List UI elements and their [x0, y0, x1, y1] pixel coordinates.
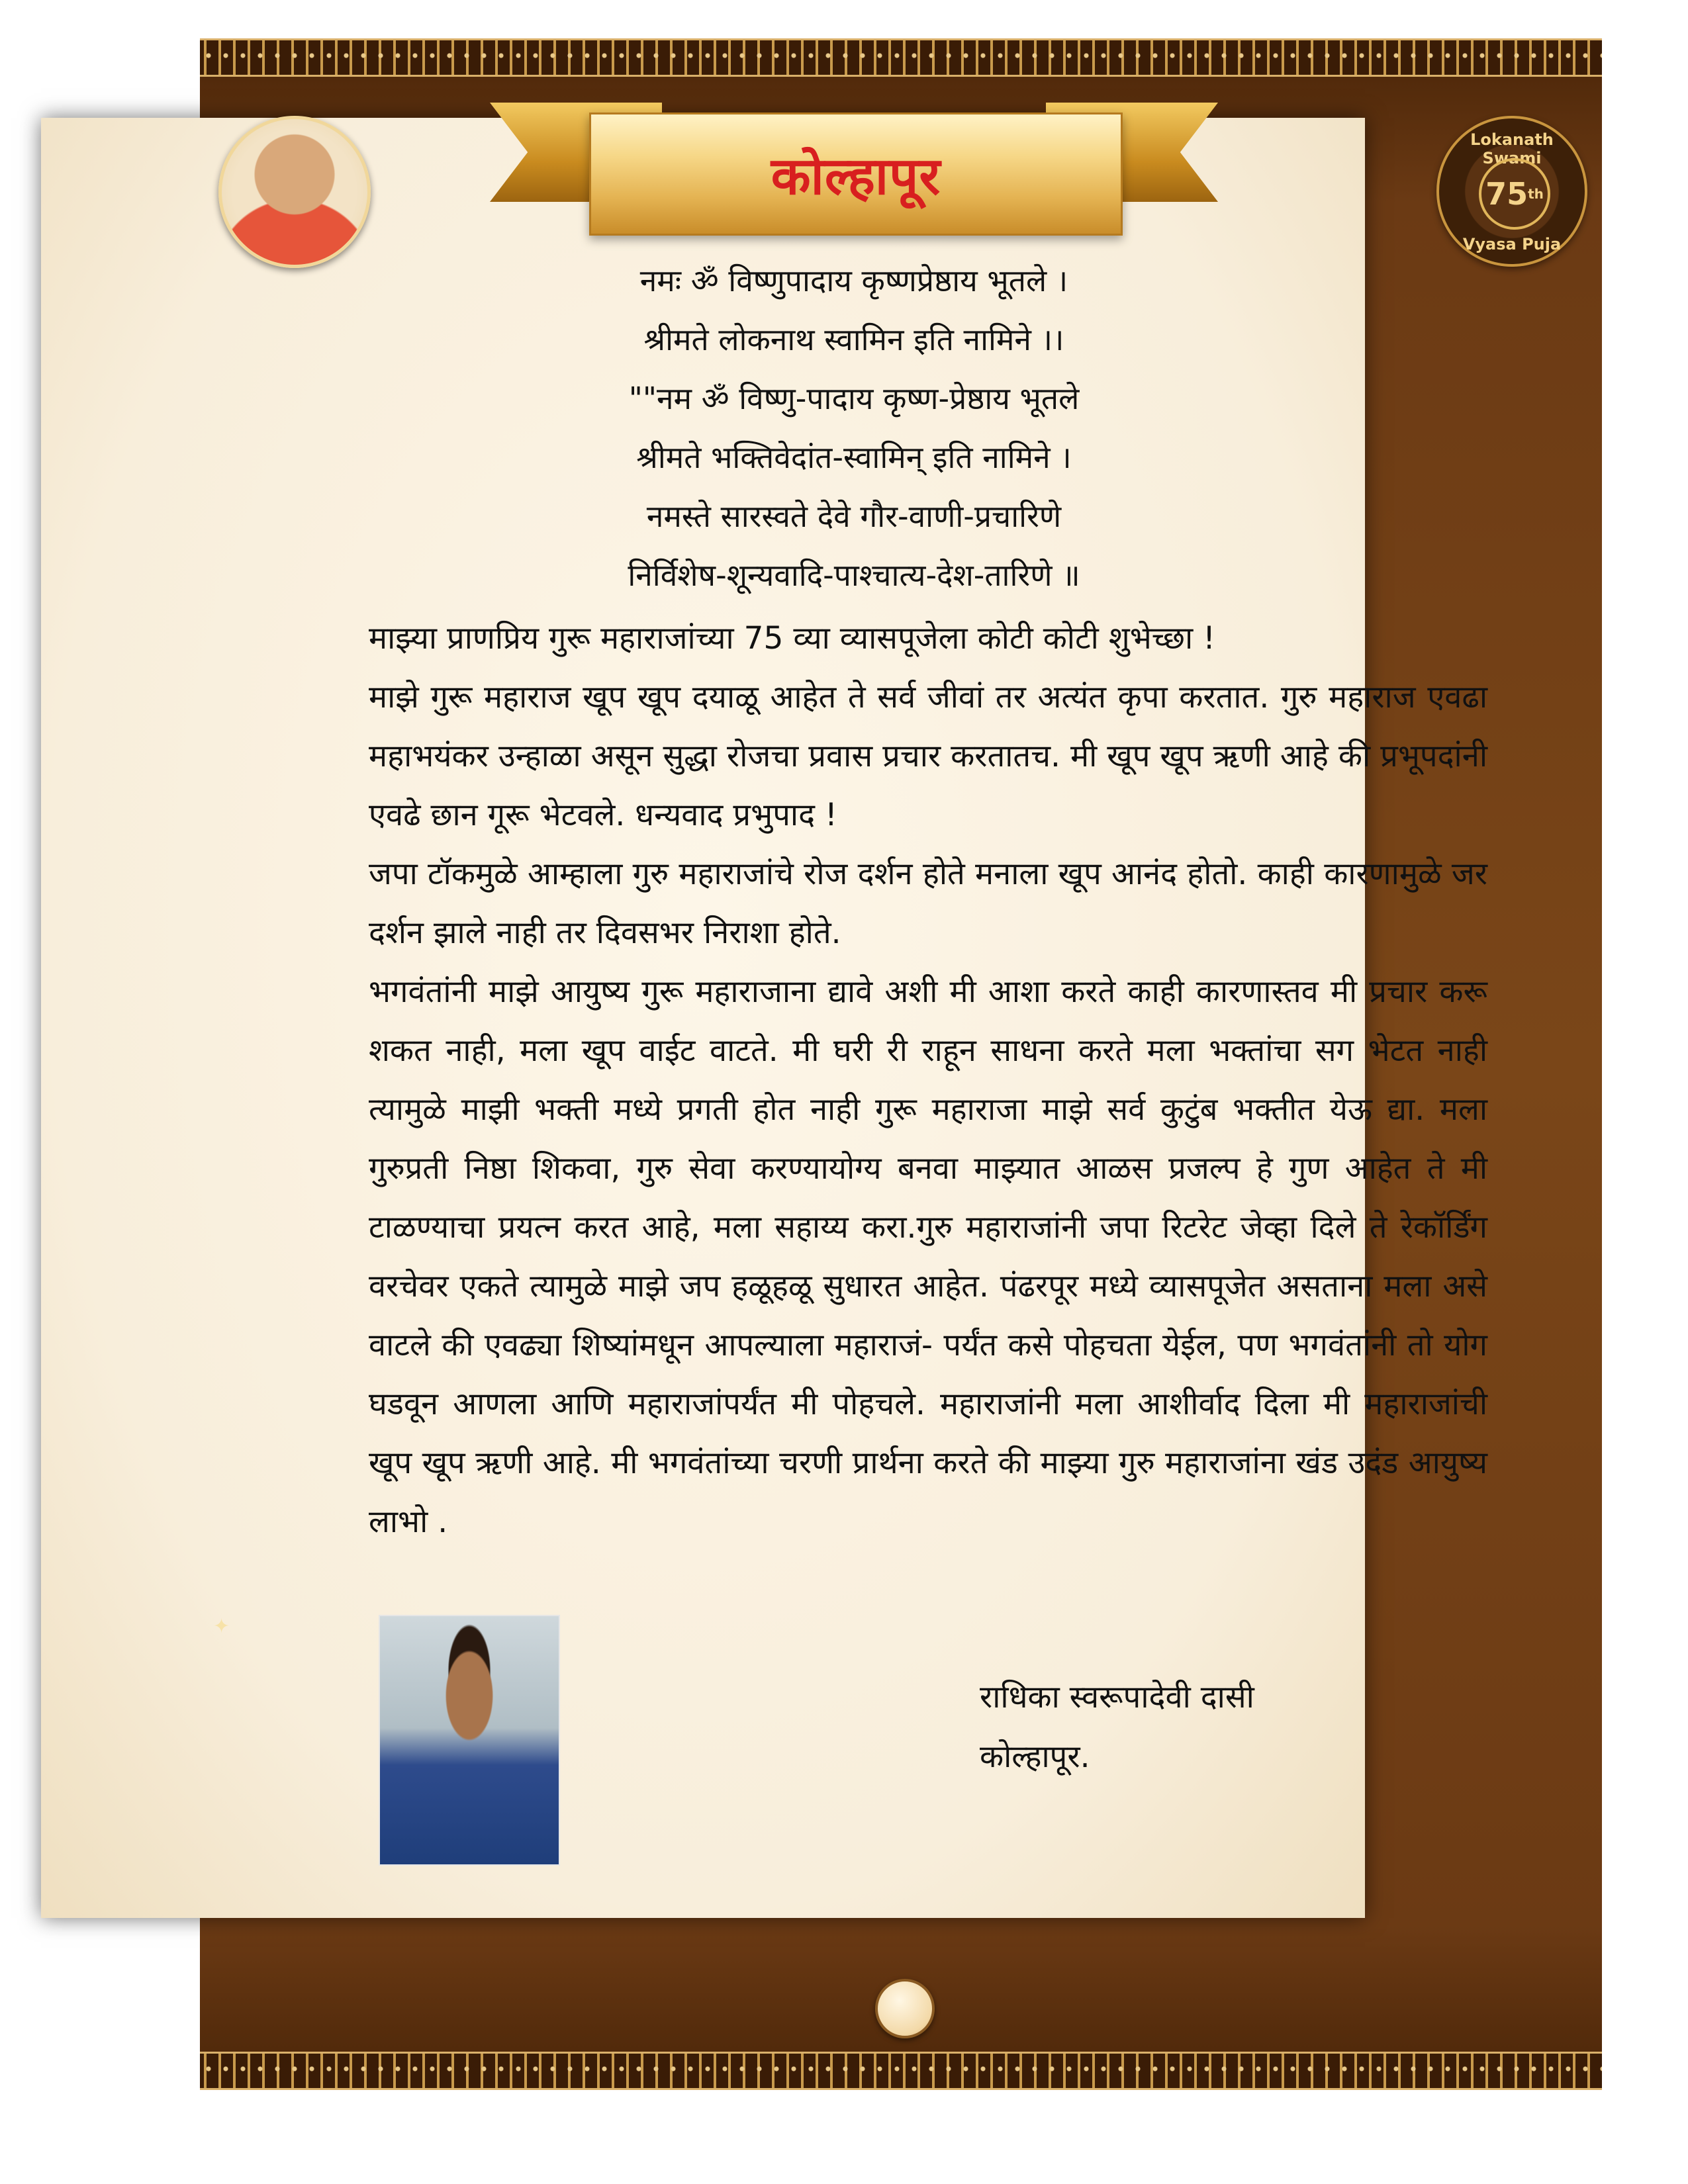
scroll-knob — [875, 1979, 935, 2038]
body-paragraph: जपा टॉकमुळे आम्हाला गुरु महाराजांचे रोज दर्शन होते मनाला खूप आनंद होतो. काही कारणामुळे जर दर्शन झाले नाही तर दिवसभर निराशा होते. — [369, 856, 1487, 951]
badge-ring-bottom-text: Vyasa Puja — [1462, 235, 1562, 253]
ribbon-band — [589, 113, 1123, 236]
page-title: कोल्हापूर — [771, 147, 941, 206]
verse-line: ""नम ॐ विष्णु-पादाय कृष्ण-प्रेष्ठाय भूतले — [628, 381, 1080, 416]
author-name: राधिका स्वरूपादेवी दासी — [980, 1679, 1254, 1715]
verse-line: श्रीमते भक्तिवेदांत-स्वामिन् इति नामिने । — [636, 439, 1072, 475]
body-paragraph: माझे गुरू महाराज खूप खूप दयाळू आहेत ते सर्व जीवां तर अत्यंत कृपा करतात. गुरु महाराज एवढा महाभयंकर उन्हाळा असून सुद्धा रोजचा प्रवास प्रचार करतातच. मी खूप खूप ऋणी आहे की प्रभूपदांनी एवढे छान गूरू भेटवले. धन्यवाद प्रभुपाद ! — [369, 679, 1487, 833]
sanskrit-verses — [357, 251, 1350, 605]
sparkle-icon: ✦ — [213, 1615, 230, 1638]
body-paragraph: भगवंतांनी माझे आयुष्य गुरू महाराजाना द्यावे अशी मी आशा करते काही कारणास्तव मी प्रचार करू शकत नाही, मला खूप वाईट वाटते. मी घरी री राहून साधना करते मला भक्तांचा सग भेटत नाही त्यामुळे माझी भक्ती मध्ये प्रगती होत नाही गुरू महाराजा माझे सर्व कुटुंब भक्तीत येऊ द्या. मला गुरुप्रती निष्ठा शिकवा, गुरु सेवा करण्यायोग्य बनवा माझ्यात आळस प्रजल्प हे गुण आहेत ते मी टाळण्याचा प्रयत्न करत आहे, मला सहाय्य करा.गुरु महाराजांनी जपा रिटरेट जेव्हा दिले ते रेकॉर्डिंग वरचेवर एकते त्यामुळे माझे जप हळूहळू सुधारत आहेत. पंढरपूर मध्ये व्यासपूजेत असताना मला असे वाटले की एवढ्या शिष्यांमधून आपल्याला महाराजं- पर्यंत कसे पोहचता येईल, पण भगवंतांनी तो योग घडवून आणला आणि महाराजांपर्यंत मी पोहचले. महाराजांनी मला आशीर्वाद दिला मी महाराजांची खूप खूप ऋणी आहे. मी भगवंतांच्या चरणी प्रार्थना करते की माझ्या गुरु महाराजांना खंड उदंड आयुष्य लाभो . — [369, 974, 1487, 1540]
letter-body — [369, 609, 1487, 1551]
greeting-paragraph: माझ्या प्राणप्रिय गुरू महाराजांच्या 75 व्या व्यासपूजेला कोटी कोटी शुभेच्छा ! — [369, 620, 1215, 657]
verse-line: नमस्ते सारस्वते देवे गौर-वाणी-प्रचारिणे — [646, 498, 1062, 534]
badge-number — [1479, 158, 1550, 230]
badge-number-text: 75 — [1485, 176, 1528, 212]
signature-block — [980, 1668, 1254, 1787]
guru-portrait — [218, 116, 371, 268]
verse-line: निर्विशेष-शून्यवादि-पाश्चात्य-देश-तारिणे ॥ — [628, 557, 1080, 593]
author-place: कोल्हापूर. — [980, 1739, 1090, 1775]
anniversary-badge — [1436, 116, 1587, 267]
author-photo — [379, 1615, 560, 1866]
verse-line: श्रीमते लोकनाथ स्वामिन इति नामिने ।। — [643, 322, 1064, 357]
title-ribbon — [490, 66, 1218, 232]
badge-ring-top-text: Lokanath Swami — [1470, 130, 1554, 167]
verse-line: नमः ॐ विष्णुपादाय कृष्णप्रेष्ठाय भूतले । — [639, 263, 1068, 298]
badge-superscript: th — [1528, 186, 1544, 202]
bottom-ornamental-border — [200, 2052, 1602, 2090]
